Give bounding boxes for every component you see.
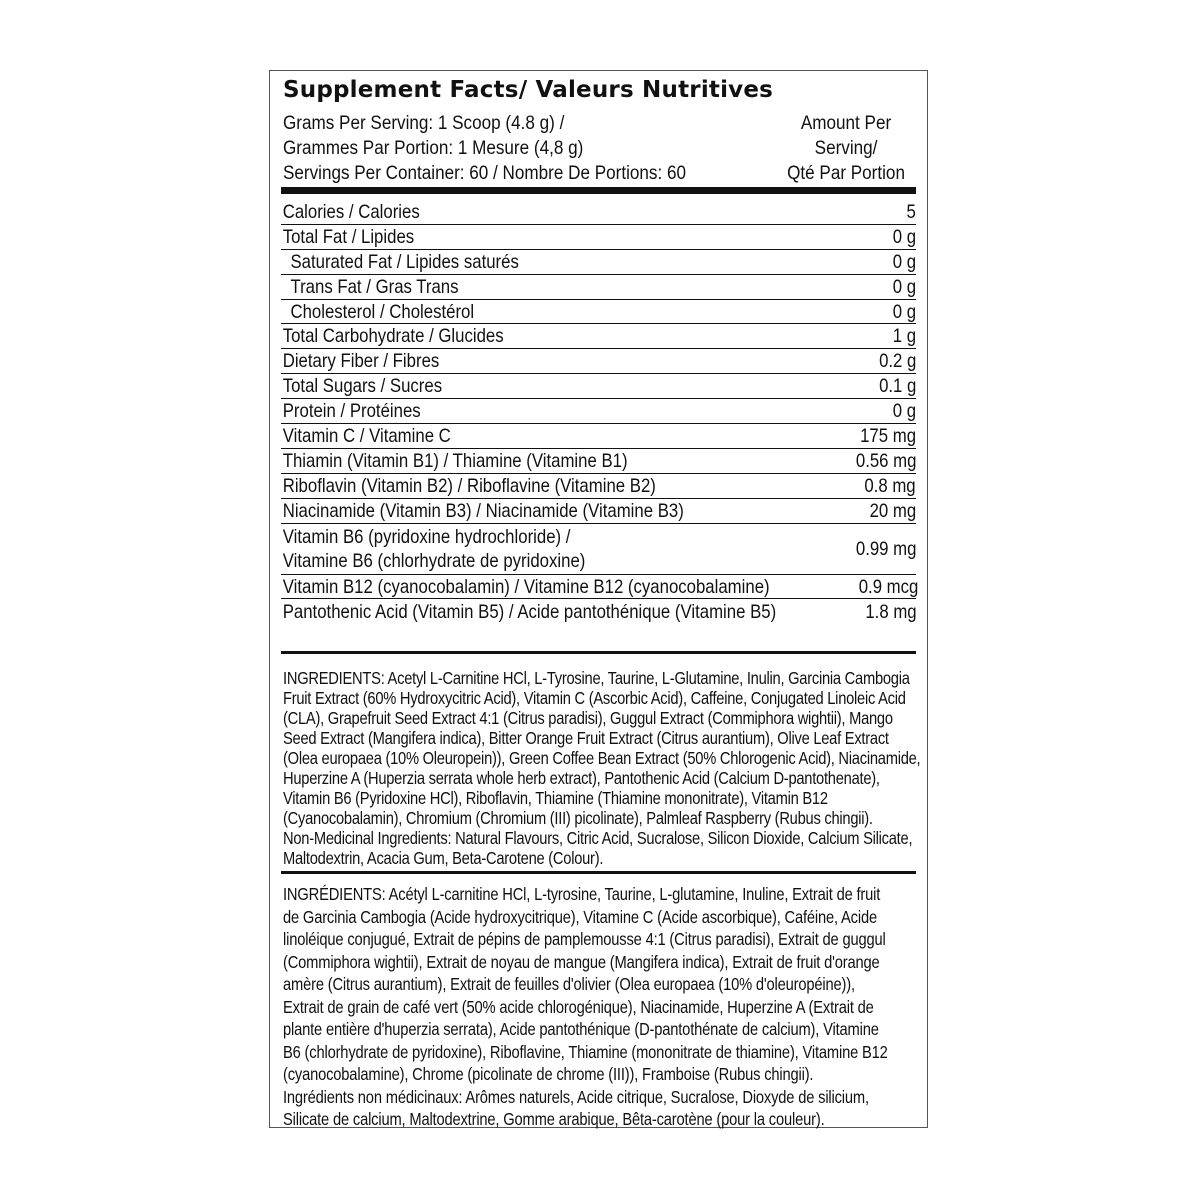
ingredients-line: (Olea europaea (10% Oleuropein)), Green Coffee Bean Extract (50% Chlorogenic Acid), Niacinamide, xyxy=(283,748,921,768)
ingredients-line: Silicate de calcium, Maltodextrine, Gomme arabique, Bêta-carotène (pour la couleur). xyxy=(283,1109,825,1129)
nutrient-row xyxy=(281,300,916,325)
ingredients-french xyxy=(283,883,905,1131)
nutrient-table xyxy=(281,200,919,624)
section-divider xyxy=(281,871,916,874)
nutrient-value: 0.2 g xyxy=(878,350,916,373)
nutrient-value: 0 g xyxy=(892,275,916,298)
nutrient-label: Pantothenic Acid (Vitamin B5) / Acide pantothénique (Vitamine B5) xyxy=(282,600,777,623)
nutrient-row xyxy=(281,374,916,399)
ingredients-line: INGREDIENTS: Acetyl L-Carnitine HCl, L-Tyrosine, Taurine, L-Glutamine, Inulin, Garcinia Cambogia xyxy=(283,668,910,688)
nutrient-value: 0.99 mg xyxy=(855,537,916,560)
nutrient-value: 0 g xyxy=(892,225,916,248)
ingredients-line: Fruit Extract (60% Hydroxycitric Acid), Vitamin C (Ascorbic Acid), Caffeine, Conjugated Linoleic Acid xyxy=(283,688,906,708)
panel-title: Supplement Facts/ Valeurs Nutritives xyxy=(283,77,774,103)
nutrient-label-line: Vitamin B6 (pyridoxine hydrochloride) / xyxy=(282,525,571,548)
nutrient-label: Saturated Fat / Lipides saturés xyxy=(290,250,519,273)
nutrient-value: 5 xyxy=(906,200,916,223)
nutrient-value: 0 g xyxy=(892,400,916,423)
nutrient-value: 0.9 mcg xyxy=(858,575,919,598)
ingredients-line: (CLA), Grapefruit Seed Extract 4:1 (Citrus paradisi), Guggul Extract (Commiphora wightii), Mango xyxy=(283,708,893,728)
nutrient-row xyxy=(281,225,916,250)
nutrient-value: 0.1 g xyxy=(878,375,916,398)
nutrient-value: 0.56 mg xyxy=(855,449,916,472)
nutrient-row xyxy=(281,524,916,575)
serving-line: Servings Per Container: 60 / Nombre De Portions: 60 xyxy=(283,163,687,184)
amount-header-line: Serving/ xyxy=(814,138,878,159)
nutrient-label: Calories / Calories xyxy=(282,200,420,223)
nutrient-row xyxy=(281,349,916,374)
nutrient-row xyxy=(281,250,916,275)
amount-per-serving-header xyxy=(787,111,905,186)
ingredients-line: Seed Extract (Mangifera indica), Bitter Orange Fruit Extract (Citrus aurantium), Olive Leaf Extract xyxy=(283,728,889,748)
nutrient-label xyxy=(281,525,585,573)
nutrient-row xyxy=(281,474,916,499)
ingredients-line: linoléique conjugué, Extrait de pépins de pamplemousse 4:1 (Citrus paradisi), Extrait de guggul xyxy=(283,929,886,949)
serving-line: Grams Per Serving: 1 Scoop (4.8 g) / xyxy=(283,113,565,134)
ingredients-english xyxy=(283,668,921,868)
ingredients-line: B6 (chlorhydrate de pyridoxine), Riboflavine, Thiamine (mononitrate de thiamine), Vitamine B12 xyxy=(283,1041,888,1062)
ingredients-line: (cyanocobalamine), Chrome (picolinate de chrome (III)), Framboise (Rubus chingii). xyxy=(283,1064,814,1084)
ingredients-line: Huperzine A (Huperzia serrata whole herb extract), Pantothenic Acid (Calcium D-pantothenate), xyxy=(283,768,880,788)
nutrient-value: 0 g xyxy=(892,300,916,323)
nutrient-label: Vitamin C / Vitamine C xyxy=(282,424,451,447)
nutrient-label-line: Vitamine B6 (chlorhydrate de pyridoxine) xyxy=(282,549,586,572)
ingredients-line: amère (Citrus aurantium), Extrait de feuilles d'olivier (Olea europaea (10% d'oleuropéine)), xyxy=(283,974,855,994)
nutrient-row xyxy=(281,275,916,300)
nutrient-value: 175 mg xyxy=(860,424,916,447)
serving-line: Grammes Par Portion: 1 Mesure (4,8 g) xyxy=(283,138,584,159)
supplement-facts-panel xyxy=(269,70,928,1128)
nutrient-label: Protein / Protéines xyxy=(282,400,421,423)
nutrient-row xyxy=(281,575,919,600)
ingredients-line: plante entière d'huperzia serrata), Acide pantothénique (D-pantothénate de calcium), Vitamine xyxy=(283,1019,879,1039)
thick-divider xyxy=(281,187,916,194)
ingredients-line: Maltodextrin, Acacia Gum, Beta-Carotene (Colour). xyxy=(283,848,604,868)
ingredients-line: (Commiphora wightii), Extrait de noyau de mangue (Mangifera indica), Extrait de fruit d'orange xyxy=(283,951,880,972)
ingredients-line: de Garcinia Cambogia (Acide hydroxycitrique), Vitamine C (Acide ascorbique), Caféine, Acide xyxy=(283,906,877,927)
nutrient-label: Trans Fat / Gras Trans xyxy=(290,275,459,298)
ingredients-line: Ingrédients non médicinaux: Arômes naturels, Acide citrique, Sucralose, Dioxyde de silicium, xyxy=(283,1086,869,1107)
nutrient-label: Total Fat / Lipides xyxy=(282,225,415,248)
nutrient-row xyxy=(281,499,916,524)
ingredients-line: Vitamin B6 (Pyridoxine HCl), Riboflavin, Thiamine (Thiamine mononitrate), Vitamin B12 xyxy=(283,788,828,808)
nutrient-value: 0.8 mg xyxy=(864,474,916,497)
amount-header-line: Qté Par Portion xyxy=(787,163,905,184)
nutrient-label: Cholesterol / Cholestérol xyxy=(290,300,475,323)
nutrient-label: Riboflavin (Vitamin B2) / Riboflavine (Vitamine B2) xyxy=(282,474,656,497)
ingredients-line: (Cyanocobalamin), Chromium (Chromium (III) picolinate), Palmleaf Raspberry (Rubus chingii). xyxy=(283,808,873,828)
nutrient-row xyxy=(281,599,916,624)
nutrient-row xyxy=(281,324,916,349)
nutrient-value: 20 mg xyxy=(869,499,916,522)
nutrient-label: Niacinamide (Vitamin B3) / Niacinamide (Vitamine B3) xyxy=(282,499,684,522)
nutrient-label: Total Sugars / Sucres xyxy=(282,375,443,398)
ingredients-line: Non-Medicinal Ingredients: Natural Flavours, Citric Acid, Sucralose, Silicon Dioxide, Calcium Silicate, xyxy=(283,828,913,848)
nutrient-row xyxy=(281,424,916,449)
serving-info xyxy=(283,111,686,186)
nutrient-value: 1 g xyxy=(892,325,916,348)
nutrient-value: 0 g xyxy=(892,250,916,273)
nutrient-label: Dietary Fiber / Fibres xyxy=(282,350,440,373)
nutrient-label: Vitamin B12 (cyanocobalamin) / Vitamine B12 (cyanocobalamine) xyxy=(282,575,770,598)
nutrient-row xyxy=(281,200,916,225)
amount-header-line: Amount Per xyxy=(800,113,892,134)
ingredients-line: Extrait de grain de café vert (50% acide chlorogénique), Niacinamide, Huperzine A (Extrait de xyxy=(283,996,874,1017)
nutrient-row xyxy=(281,399,916,424)
nutrient-label: Total Carbohydrate / Glucides xyxy=(282,325,504,348)
nutrient-value: 1.8 mg xyxy=(865,600,917,623)
section-divider xyxy=(281,651,916,654)
nutrient-label: Thiamin (Vitamin B1) / Thiamine (Vitamine B1) xyxy=(282,449,628,472)
ingredients-line: INGRÉDIENTS: Acétyl L-carnitine HCl, L-tyrosine, Taurine, L-glutamine, Inuline, Extrait de fruit xyxy=(283,884,881,904)
nutrient-row xyxy=(281,449,916,474)
